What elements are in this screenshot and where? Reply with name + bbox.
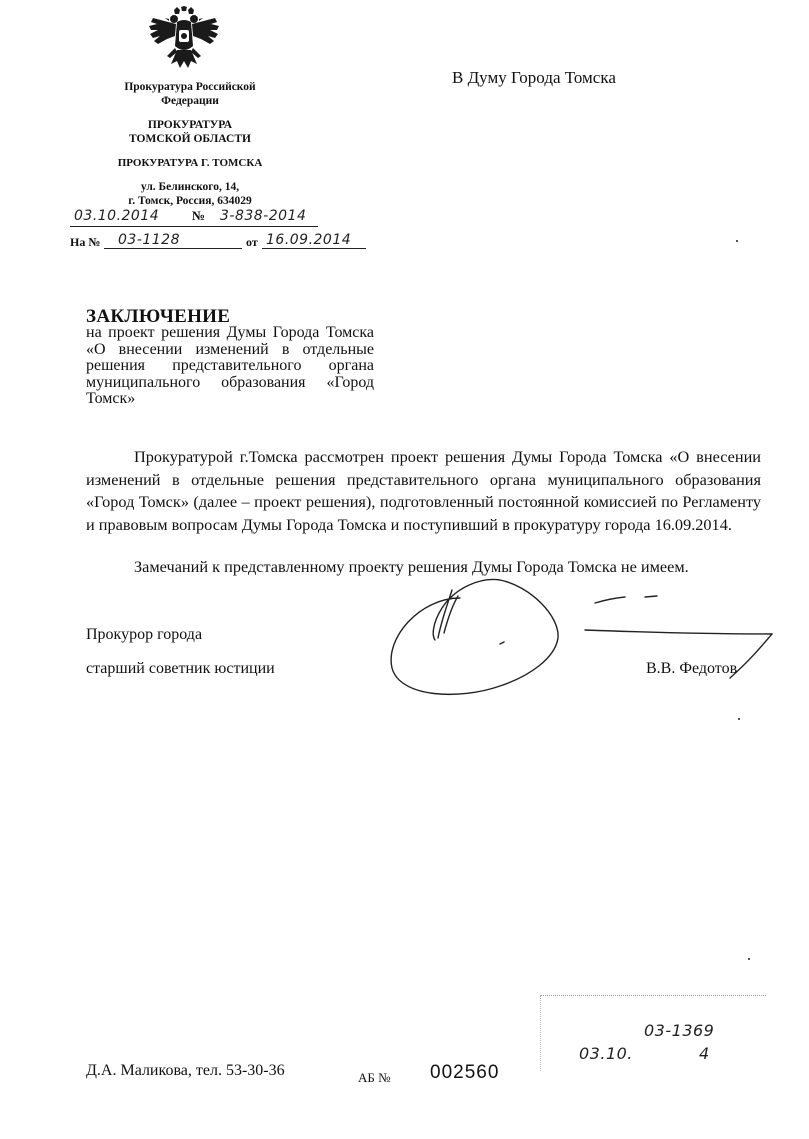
coat-of-arms-emblem [147, 6, 221, 74]
outgoing-number: 3-838-2014 [220, 208, 307, 224]
registration-date: 03.10. [579, 1044, 633, 1063]
signatory-rank: старший советник юстиции [86, 660, 275, 677]
reply-date-underline [262, 248, 366, 249]
reply-number: 03-1128 [118, 232, 180, 248]
address-line-1: ул. Белинского, 14, [140, 181, 240, 193]
form-serial-label: АБ № [358, 1070, 391, 1085]
document-title: ЗАКЛЮЧЕНИЕ [86, 306, 231, 327]
signatory-position: Прокурор города [86, 626, 203, 643]
scan-speck [738, 718, 740, 720]
body-paragraph-1: Прокуратурой г.Томска рассмотрен проект решения Думы Города Томска «О внесении изменений в отдельные решения представительного органа муниципального образования «Город Томск» (далее – проект решения), подготовленный постоянной комиссией по Регламенту и правовым вопросам Думы Города Томска и поступивший в прокуратуру города 16.09.2014. [86, 447, 761, 534]
reply-label: На № [70, 235, 101, 249]
outgoing-underline [70, 226, 318, 227]
reply-number-underline [104, 248, 242, 249]
reply-from-label: от [246, 235, 258, 249]
org-line-1: Прокуратура Российской [124, 81, 256, 93]
addressee: В Думу Города Томска [452, 68, 616, 87]
scan-speck [748, 958, 750, 960]
outgoing-number-label: № [192, 208, 206, 223]
registration-pages: 4 [699, 1044, 710, 1063]
executor-contact: Д.А. Маликова, тел. 53-30-36 [86, 1062, 285, 1079]
regional-office-line-1: ПРОКУРАТУРА [147, 119, 233, 131]
scan-speck [736, 240, 738, 242]
form-serial-number: 002560 [430, 1062, 500, 1083]
city-office: ПРОКУРАТУРА Г. ТОМСКА [117, 157, 263, 169]
registration-number: 03-1369 [644, 1021, 715, 1040]
org-line-2: Федерации [161, 95, 219, 107]
reply-number-line [70, 232, 370, 252]
signatory-name: В.В. Федотов [646, 660, 738, 677]
document-subject: на проект решения Думы Города Томска «О внесении изменений в отдельные решения представительного органа муниципального образования «Город Томск» [86, 324, 374, 408]
reply-date: 16.09.2014 [266, 232, 352, 248]
regional-office-line-2: ТОМСКОЙ ОБЛАСТИ [129, 133, 251, 145]
registration-stamp [540, 995, 766, 1071]
outgoing-date: 03.10.2014 [74, 208, 160, 224]
outgoing-number-line [70, 208, 320, 228]
handwritten-signature [380, 578, 780, 698]
address-line-2: г. Томск, Россия, 634029 [128, 195, 252, 207]
body-paragraph-2: Замечаний к представленному проекту решения Думы Города Томска не имеем. [134, 557, 689, 576]
